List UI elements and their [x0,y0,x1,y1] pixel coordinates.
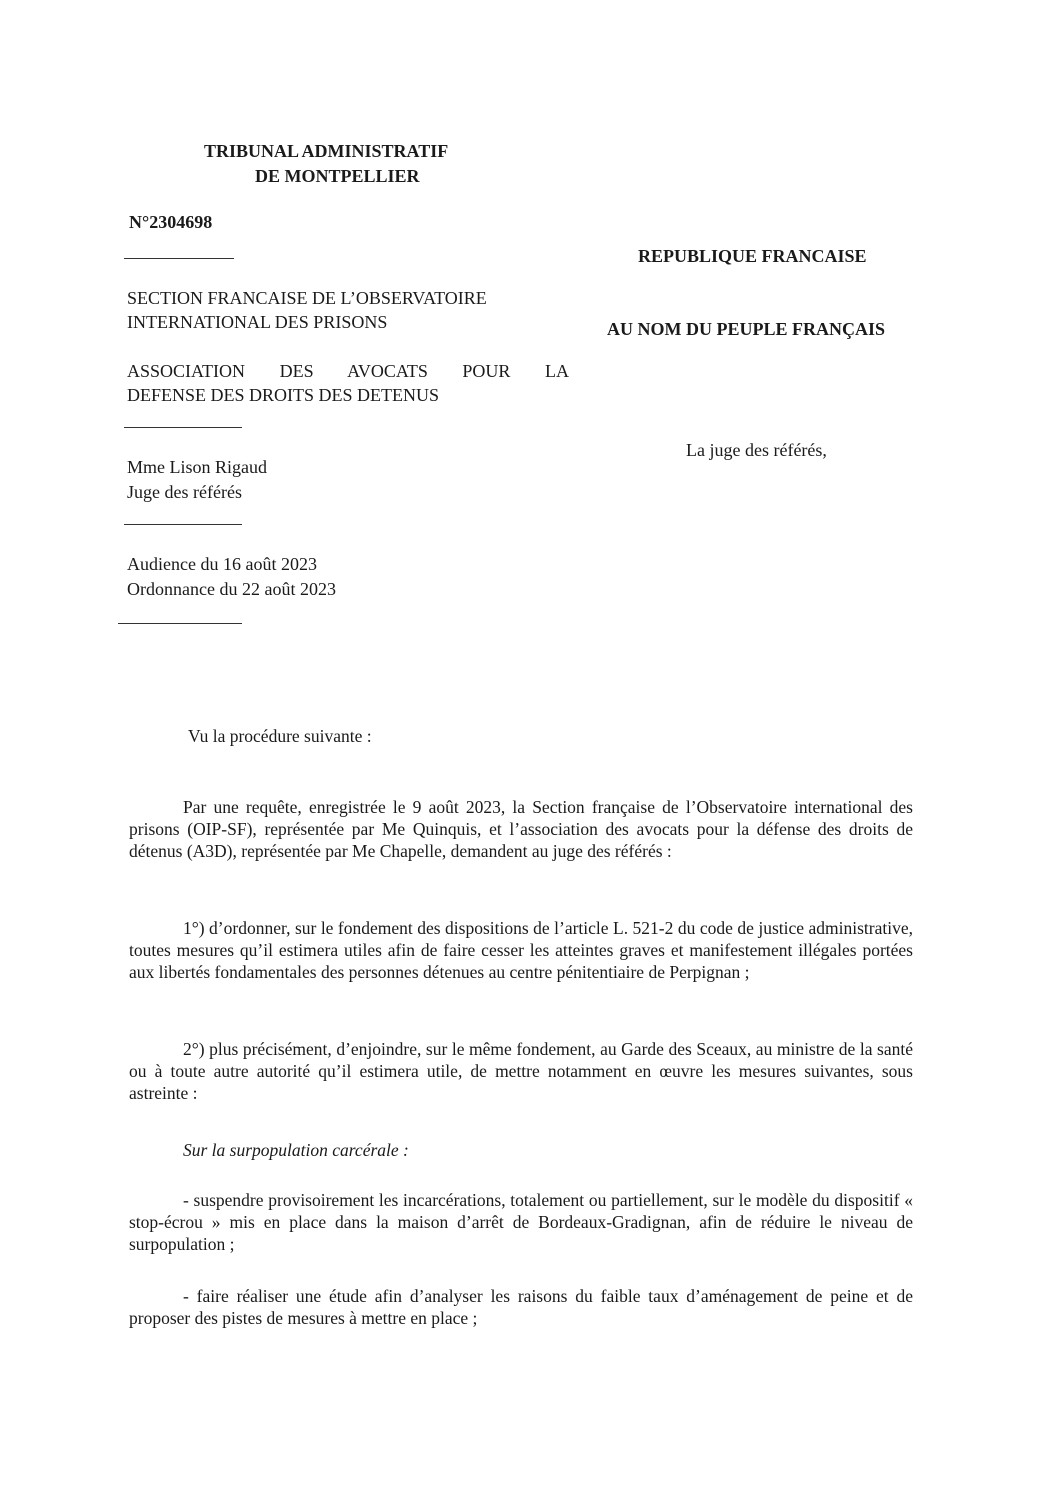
people-heading: AU NOM DU PEUPLE FRANÇAIS [607,319,885,339]
judge-role: Juge des référés [127,482,242,502]
paragraph-measure-2: - faire réaliser une étude afin d’analyser les raisons du faible taux d’aménagement de peine et de proposer des pistes de mesures à mettre en place ; [129,1286,913,1328]
hearing-date: Audience du 16 août 2023 [127,554,317,574]
party1-line1: SECTION FRANCAISE DE L’OBSERVATOIRE [127,288,487,308]
subheading-overcrowding: Sur la surpopulation carcérale : [183,1140,409,1160]
court-name-line1: TRIBUNAL ADMINISTRATIF [204,141,449,161]
separator-rule [124,258,234,259]
party2-line1: ASSOCIATION DES AVOCATS POUR LA [127,361,569,381]
party1-line2: INTERNATIONAL DES PRISONS [127,312,388,332]
judge-intro: La juge des référés, [686,440,827,460]
paragraph-measure-1: - suspendre provisoirement les incarcérations, totalement ou partiellement, sur le modèle du dispositif « stop-écrou » mis en place dans la maison d’arrêt de Bordeaux-Gradignan, afin de réduire le niveau de surpopulation ; [129,1190,913,1254]
paragraph-point-1: 1°) d’ordonner, sur le fondement des dispositions de l’article L. 521-2 du code de justice administrative, toutes mesures qu’il estimera utiles afin de faire cesser les atteintes graves et manifestement illégales portées aux libertés fondamentales des personnes détenues au centre pénitentiaire de Perpignan ; [129,918,913,982]
judge-name: Mme Lison Rigaud [127,457,267,477]
separator-rule [118,623,242,624]
paragraph-point-2: 2°) plus précisément, d’enjoindre, sur le même fondement, au Garde des Sceaux, au ministre de la santé ou à toute autre autorité qu’il estimera utile, de mettre notamment en œuvre les mesures suivantes, sous astreinte : [129,1039,913,1103]
separator-rule [124,427,242,428]
procedure-heading: Vu la procédure suivante : [188,726,372,746]
case-number: N°2304698 [129,212,213,232]
order-date: Ordonnance du 22 août 2023 [127,579,336,599]
party2-line2: DEFENSE DES DROITS DES DETENUS [127,385,440,405]
court-name-line2: DE MONTPELLIER [255,166,420,186]
republic-heading: REPUBLIQUE FRANCAISE [638,246,867,266]
separator-rule [124,524,242,525]
paragraph-request: Par une requête, enregistrée le 9 août 2023, la Section française de l’Observatoire international des prisons (OIP-SF), représentée par Me Quinquis, et l’association des avocats pour la défense des droits de détenus (A3D), représentée par Me Chapelle, demandent au juge des référés : [129,797,913,861]
